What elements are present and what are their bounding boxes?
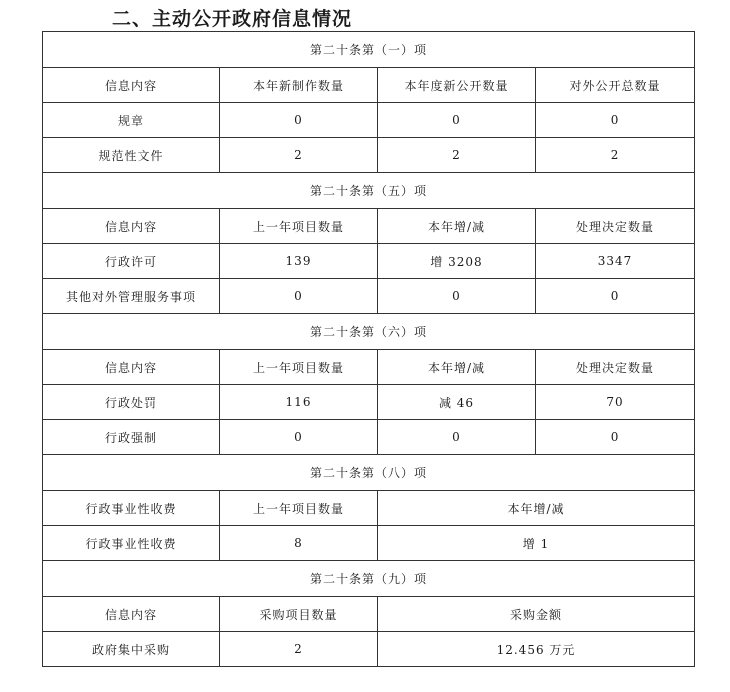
table-row [43, 244, 695, 279]
table-header-row [43, 491, 695, 526]
table-cell: 2 [378, 138, 536, 173]
row-label: 规范性文件 [43, 138, 220, 173]
row-label: 行政许可 [43, 244, 220, 279]
section-title: 第二十条第（八）项 [43, 455, 695, 491]
table-header-row [43, 350, 695, 385]
header-cell: 信息内容 [43, 597, 220, 632]
table-cell: 增 1 [378, 526, 695, 561]
table-row [43, 138, 695, 173]
header-cell: 上一年项目数量 [220, 350, 378, 385]
row-label: 行政事业性收费 [43, 526, 220, 561]
table-cell: 70 [536, 385, 695, 420]
header-cell: 行政事业性收费 [43, 491, 220, 526]
table-cell: 减 46 [378, 385, 536, 420]
section-title: 第二十条第（五）项 [43, 173, 695, 209]
table-cell: 8 [220, 526, 378, 561]
header-cell: 上一年项目数量 [220, 491, 378, 526]
disclosure-table [42, 31, 695, 667]
table-cell: 0 [220, 420, 378, 455]
table-cell: 0 [378, 279, 536, 314]
table-cell: 0 [536, 103, 695, 138]
header-cell: 对外公开总数量 [536, 68, 695, 103]
section-title: 第二十条第（九）项 [43, 561, 695, 597]
row-label: 行政处罚 [43, 385, 220, 420]
header-cell: 本年新制作数量 [220, 68, 378, 103]
header-cell: 本年增/减 [378, 350, 536, 385]
table-cell: 2 [220, 138, 378, 173]
row-label: 其他对外管理服务事项 [43, 279, 220, 314]
row-label: 行政强制 [43, 420, 220, 455]
table-row [43, 526, 695, 561]
table-header-row [43, 209, 695, 244]
header-cell: 本年增/减 [378, 491, 695, 526]
table-cell: 增 3208 [378, 244, 536, 279]
table-cell: 0 [220, 279, 378, 314]
header-cell: 处理决定数量 [536, 350, 695, 385]
table-cell: 116 [220, 385, 378, 420]
table-cell: 2 [220, 632, 378, 667]
table-header-row [43, 68, 695, 103]
table-row [43, 103, 695, 138]
table-cell: 0 [378, 103, 536, 138]
table-cell: 3347 [536, 244, 695, 279]
header-cell: 本年增/减 [378, 209, 536, 244]
table-cell: 0 [536, 279, 695, 314]
header-cell: 采购金额 [378, 597, 695, 632]
table-row [43, 420, 695, 455]
table-cell: 0 [220, 103, 378, 138]
header-cell: 上一年项目数量 [220, 209, 378, 244]
header-cell: 处理决定数量 [536, 209, 695, 244]
row-label: 政府集中采购 [43, 632, 220, 667]
header-cell: 采购项目数量 [220, 597, 378, 632]
section-heading: 二、主动公开政府信息情况 [112, 8, 353, 30]
table-cell: 139 [220, 244, 378, 279]
table-cell: 0 [536, 420, 695, 455]
section-title: 第二十条第（一）项 [43, 32, 695, 68]
table-header-row [43, 597, 695, 632]
table-cell: 2 [536, 138, 695, 173]
header-cell: 信息内容 [43, 68, 220, 103]
header-cell: 信息内容 [43, 209, 220, 244]
table-cell: 12.456 万元 [378, 632, 695, 667]
header-cell: 本年度新公开数量 [378, 68, 536, 103]
section-title: 第二十条第（六）项 [43, 314, 695, 350]
row-label: 规章 [43, 103, 220, 138]
table-cell: 0 [378, 420, 536, 455]
table-row [43, 632, 695, 667]
table-row [43, 279, 695, 314]
table-row [43, 385, 695, 420]
header-cell: 信息内容 [43, 350, 220, 385]
